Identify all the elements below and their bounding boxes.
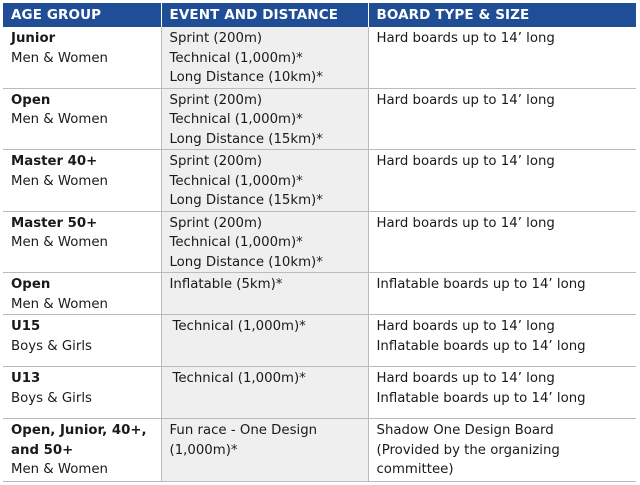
gender-label: Men & Women bbox=[11, 462, 108, 477]
table-body bbox=[3, 27, 636, 482]
event-item: Long Distance (15km)* bbox=[169, 131, 323, 147]
event-cell bbox=[161, 27, 368, 88]
event-cell bbox=[161, 315, 368, 367]
age-group-cell bbox=[3, 419, 161, 482]
event-item: Sprint (200m) bbox=[169, 92, 263, 108]
table-row bbox=[3, 419, 636, 482]
age-group-name: Open bbox=[11, 277, 51, 292]
board-item: Shadow One Design Board bbox=[376, 423, 554, 438]
age-group-cell bbox=[3, 315, 161, 367]
event-item: Long Distance (10km)* bbox=[169, 70, 323, 85]
gender-label: Men & Women bbox=[11, 296, 108, 312]
header-board-type: BOARD TYPE & SIZE bbox=[368, 3, 636, 27]
age-group-name: Master 50+ bbox=[11, 215, 98, 231]
board-cell bbox=[368, 419, 636, 482]
board-item: committee) bbox=[376, 462, 454, 477]
gender-label: Men & Women bbox=[11, 173, 108, 189]
event-item: Technical (1,000m)* bbox=[169, 235, 303, 250]
board-item: Hard boards up to 14’ long bbox=[376, 215, 555, 231]
event-item: Inflatable (5km)* bbox=[169, 277, 283, 292]
age-group-cell bbox=[3, 273, 161, 315]
event-item: Sprint (200m) bbox=[169, 215, 263, 231]
event-item: Technical (1,000m)* bbox=[172, 371, 306, 386]
event-item: Technical (1,000m)* bbox=[169, 173, 303, 189]
gender-label: Boys & Girls bbox=[11, 390, 92, 406]
board-cell bbox=[368, 367, 636, 419]
header-row bbox=[3, 3, 636, 27]
table-row bbox=[3, 211, 636, 273]
events-table-container bbox=[3, 3, 636, 482]
gender-label: Men & Women bbox=[11, 235, 108, 250]
age-group-name: Master 40+ bbox=[11, 154, 98, 169]
event-item: Technical (1,000m)* bbox=[169, 112, 303, 127]
age-group-name: Open, Junior, 40+, bbox=[11, 423, 147, 438]
event-item: (1,000m)* bbox=[169, 442, 238, 458]
age-group-cell bbox=[3, 150, 161, 212]
board-item: Hard boards up to 14’ long bbox=[376, 92, 555, 108]
age-group-cell bbox=[3, 367, 161, 419]
table-row bbox=[3, 27, 636, 88]
table-row bbox=[3, 315, 636, 367]
age-group-cell bbox=[3, 211, 161, 273]
event-item: Long Distance (10km)* bbox=[169, 254, 323, 270]
events-table bbox=[3, 3, 636, 482]
age-group-cell bbox=[3, 27, 161, 88]
event-item: Technical (1,000m)* bbox=[172, 319, 306, 334]
event-item: Sprint (200m) bbox=[169, 31, 263, 46]
age-group-cell bbox=[3, 88, 161, 150]
table-row bbox=[3, 150, 636, 212]
board-item: Hard boards up to 14’ long bbox=[376, 31, 555, 46]
gender-label: Men & Women bbox=[11, 50, 108, 66]
board-item: Hard boards up to 14’ long bbox=[376, 371, 555, 386]
board-item: (Provided by the organizing bbox=[376, 442, 560, 458]
age-group-name: Junior bbox=[11, 31, 56, 46]
age-group-name: Open bbox=[11, 92, 51, 108]
event-item: Sprint (200m) bbox=[169, 154, 263, 169]
event-item: Fun race - One Design bbox=[169, 423, 318, 438]
board-cell bbox=[368, 88, 636, 150]
header-event-distance: EVENT AND DISTANCE bbox=[161, 3, 368, 27]
header-age-group: AGE GROUP bbox=[3, 3, 161, 27]
table-header bbox=[3, 3, 636, 27]
board-item: Inflatable boards up to 14’ long bbox=[376, 277, 586, 292]
board-item: Hard boards up to 14’ long bbox=[376, 319, 555, 334]
board-cell bbox=[368, 211, 636, 273]
event-item: Long Distance (15km)* bbox=[169, 193, 323, 208]
gender-label: Men & Women bbox=[11, 112, 108, 127]
event-cell bbox=[161, 419, 368, 482]
event-cell bbox=[161, 88, 368, 150]
table-row bbox=[3, 273, 636, 315]
event-cell bbox=[161, 150, 368, 212]
board-cell bbox=[368, 27, 636, 88]
gender-label: Boys & Girls bbox=[11, 338, 92, 354]
event-cell bbox=[161, 273, 368, 315]
age-group-name: and 50+ bbox=[11, 442, 74, 458]
board-item: Inflatable boards up to 14’ long bbox=[376, 390, 586, 406]
age-group-name: U13 bbox=[11, 371, 41, 386]
age-group-name: U15 bbox=[11, 319, 41, 334]
board-cell bbox=[368, 273, 636, 315]
table-row bbox=[3, 88, 636, 150]
event-item: Technical (1,000m)* bbox=[169, 50, 303, 66]
board-cell bbox=[368, 315, 636, 367]
board-item: Hard boards up to 14’ long bbox=[376, 154, 555, 169]
event-cell bbox=[161, 367, 368, 419]
event-cell bbox=[161, 211, 368, 273]
board-item: Inflatable boards up to 14’ long bbox=[376, 338, 586, 354]
board-cell bbox=[368, 150, 636, 212]
table-row bbox=[3, 367, 636, 419]
